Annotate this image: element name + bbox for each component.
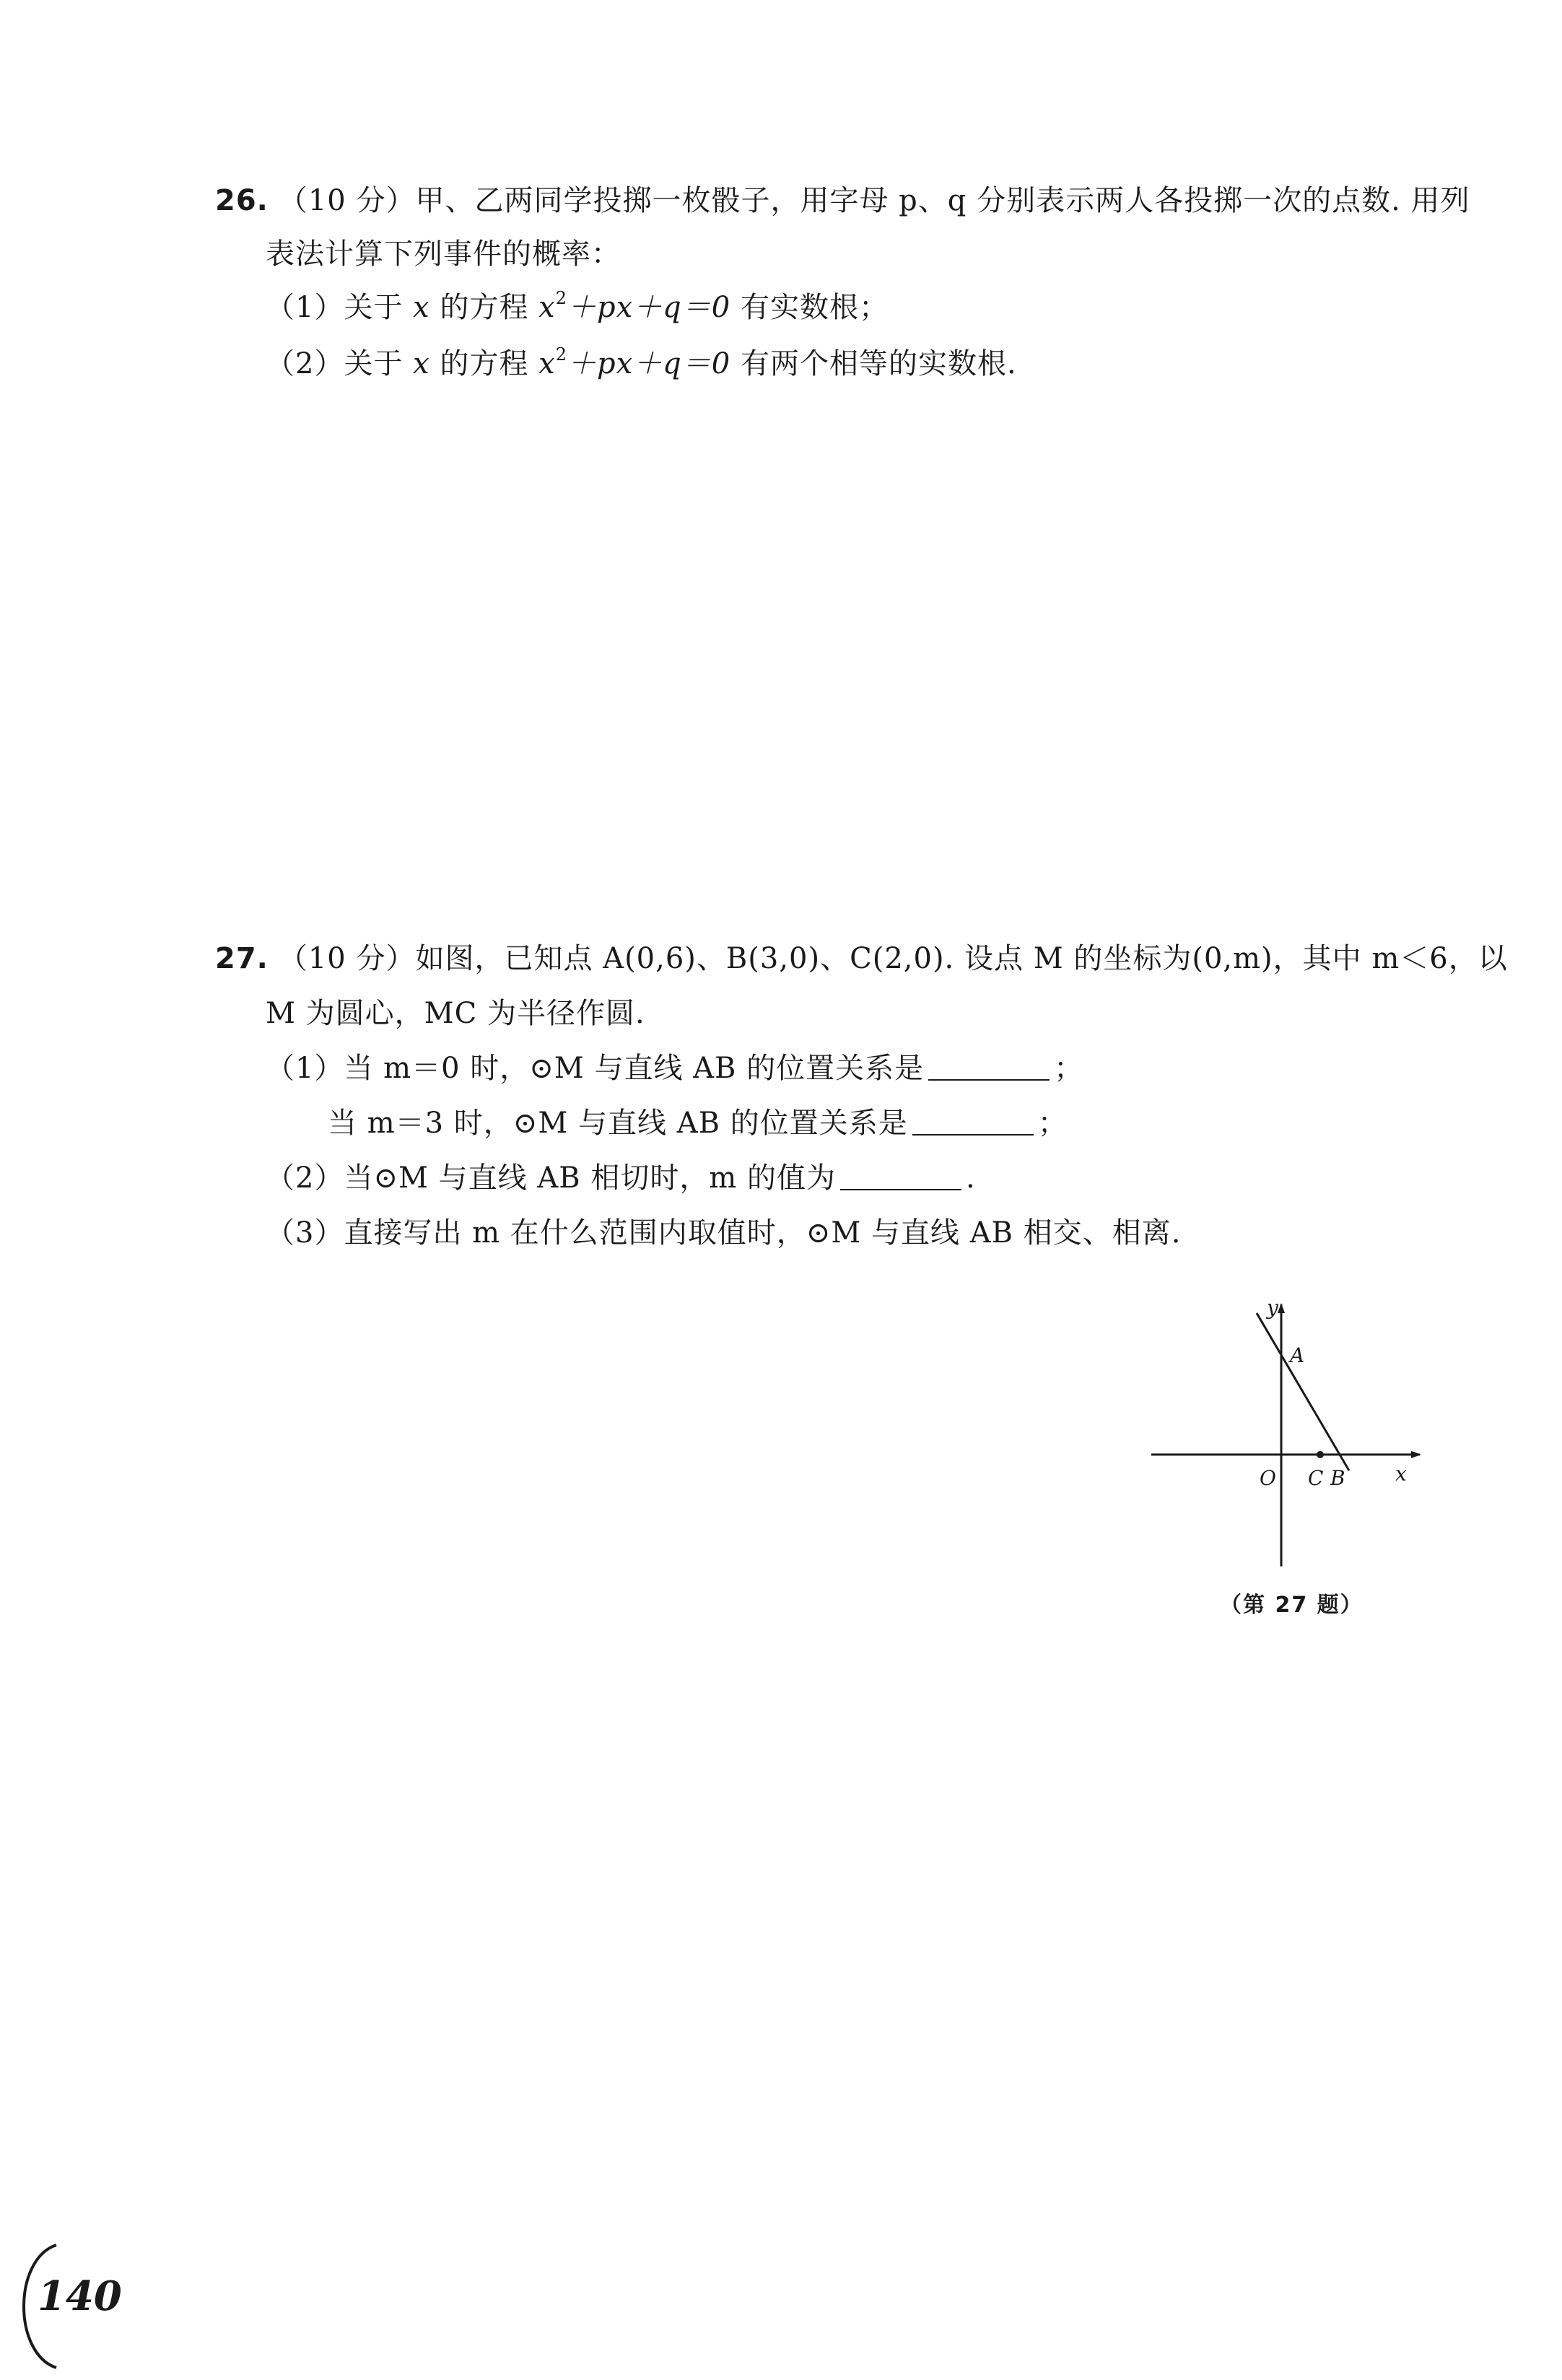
page-number: 140 (38, 2272, 122, 2320)
q27-part1a-end: ； (1054, 1052, 1084, 1085)
answer-blank-3[interactable] (840, 1160, 961, 1190)
q26-part2-eq-x: x (538, 347, 556, 380)
q27-line1 (215, 938, 1508, 979)
point-c-dot (1317, 1451, 1324, 1458)
q26-part1 (266, 287, 889, 328)
q26-part2-prefix: （2）关于 (266, 347, 414, 380)
q26-part2 (266, 344, 1017, 384)
q26-part1-suffix: 有实数根； (730, 291, 889, 324)
line-ab (1257, 1313, 1349, 1470)
q26-part2-eq-exp: 2 (555, 344, 568, 365)
q26-part1-mid: 的方程 (429, 291, 539, 324)
q26-part2-suffix: 有两个相等的实数根. (730, 347, 1017, 380)
q27-part2-end: . (966, 1161, 976, 1195)
q27-part1b (328, 1103, 1068, 1143)
q26-part1-prefix: （1）关于 (266, 291, 414, 324)
x-axis-label: x (1395, 1462, 1407, 1486)
y-axis-label: y (1267, 1296, 1278, 1320)
q27-line2: M 为圆心，MC 为半径作圆. (266, 997, 645, 1030)
q26-part2-mid: 的方程 (429, 347, 539, 380)
q27-part1b-text: 当 m＝3 时，⊙M 与直线 AB 的位置关系是 (328, 1107, 908, 1140)
q27-part1a (266, 1048, 1083, 1089)
q27-number: 27. (215, 942, 269, 975)
figure-caption: （第 27 题） (1220, 1592, 1364, 1618)
coordinate-figure (1137, 1296, 1440, 1577)
q27-part2-text: （2）当⊙M 与直线 AB 相切时，m 的值为 (266, 1161, 836, 1195)
q27-stem-text: （10 分）如图，已知点 A(0,6)、B(3,0)、C(2,0). 设点 M 的坐标为(0,m)，其中 m＜6，以 (278, 942, 1508, 975)
q26-part1-var: x (413, 291, 430, 324)
q26-stem-text: （10 分）甲、乙两同学投掷一枚骰子，用字母 p、q 分别表示两人各投掷一次的点数. 用列 (278, 184, 1470, 217)
origin-label: O (1260, 1466, 1276, 1490)
answer-blank-1[interactable] (928, 1050, 1050, 1081)
q26-part2-eq-rest: ＋px＋q＝0 (567, 347, 731, 380)
q26-number: 26. (215, 184, 269, 217)
q26-part1-eq-exp: 2 (555, 288, 568, 308)
q26-line2: 表法计算下列事件的概率： (266, 237, 621, 271)
q26-part2-var: x (413, 347, 430, 380)
q26-part1-eq-rest: ＋px＋q＝0 (567, 291, 731, 324)
q26-line1 (215, 180, 1470, 221)
q27-part3: （3）直接写出 m 在什么范围内取值时，⊙M 与直线 AB 相交、相离. (266, 1216, 1182, 1250)
point-c-label: C (1308, 1466, 1324, 1490)
q26-part1-eq-x: x (538, 291, 556, 324)
point-b-label: B (1330, 1466, 1345, 1490)
point-a-label: A (1290, 1343, 1305, 1367)
q27-part1b-end: ； (1037, 1107, 1068, 1140)
q27-part2 (266, 1158, 976, 1198)
answer-blank-2[interactable] (912, 1105, 1034, 1135)
q27-part1a-text: （1）当 m＝0 时，⊙M 与直线 AB 的位置关系是 (266, 1052, 925, 1085)
